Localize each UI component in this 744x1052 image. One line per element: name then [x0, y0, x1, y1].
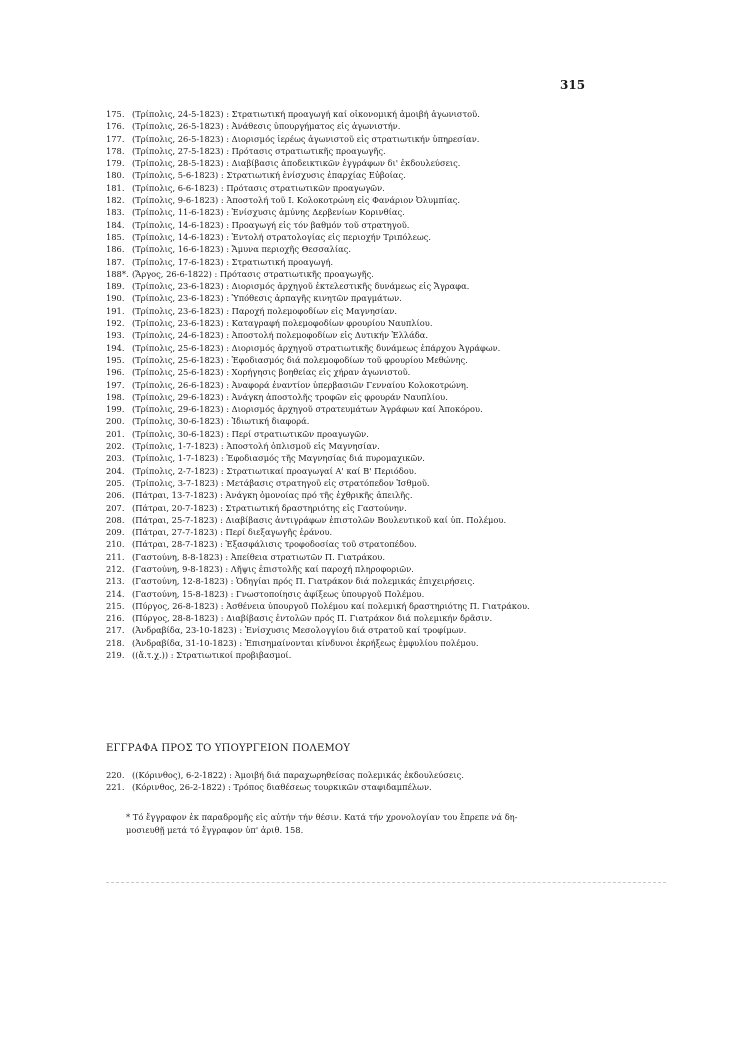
entry-text: ((Κόρινθος), 6-2-1822) : Ἀμοιβή διά παραχωρηθείσας πολεμικάς ἐκδουλεύσεις.	[132, 770, 464, 780]
section-heading: ΕΓΓΡΑΦΑ ΠΡΟΣ ΤΟ ΥΠΟΥΡΓΕΙΟΝ ΠΟΛΕΜΟΥ	[106, 743, 351, 754]
document-entry	[106, 206, 626, 218]
entry-text: (Ἀνδραβίδα, 31-10-1823) : Ἐπισημαίνονται κίνδυνοι ἐκρήξεως ἐμφυλίου πολέμου.	[132, 637, 479, 648]
document-entry	[106, 317, 626, 329]
document-entry	[106, 588, 626, 600]
entry-text: (Τρίπολις, 29-6-1823) : Διορισμός ἀρχηγοῦ στρατευμάτων Ἀγράφων καί Ἀποκόρου.	[132, 404, 483, 415]
entry-text: (Ἀνδραβίδα, 23-10-1823) : Ἐνίσχυσις Μεσολογγίου διά στρατοῦ καί τροφίμων.	[132, 625, 467, 636]
document-entry	[106, 292, 626, 304]
entry-text: (Τρίπολις, 2-7-1823) : Στρατιωτικαί προαγωγαί Α' καί Β' Περιόδου.	[132, 465, 417, 476]
document-entry	[106, 305, 626, 317]
document-entry	[106, 624, 626, 636]
page-number: 315	[560, 78, 586, 92]
document-entry	[106, 452, 626, 464]
entry-text: (Πάτραι, 28-7-1823) : Ἐξασφάλισις τροφοδοσίας τοῦ στρατοπέδου.	[132, 539, 417, 550]
entry-text: (Τρίπολις, 11-6-1823) : Ἐνίσχυσις ἀμύνης Δερβενίων Κορινθίας.	[132, 207, 405, 218]
entry-number: 218.	[106, 637, 125, 648]
entry-text: (Τρίπολις, 26-5-1823) : Ἀνάθεσις ὑπουργήματος εἰς ἀγωνιστήν.	[132, 121, 401, 132]
entry-text: (Τρίπολις, 29-6-1823) : Ἀνάγκη ἀποστολῆς τροφῶν εἰς φρουράν Ναυπλίου.	[132, 391, 448, 402]
entry-text: (Τρίπολις, 14-6-1823) : Ἐντολή στρατολογίας εἰς περιοχήν Τριπόλεως.	[132, 231, 432, 242]
entry-number: 186.	[106, 244, 125, 255]
entry-number: 210.	[106, 539, 125, 550]
entry-text: (Πάτραι, 25-7-1823) : Διαβίβασις ἀντιγράφων ἐπιστολῶν Βουλευτικοῦ καί ὑπ. Πολέμου.	[132, 514, 507, 525]
entry-text: (Τρίπολις, 1-7-1823) : Ἐφοδιασμός τῆς Μαγνησίας διά πυρομαχικῶν.	[132, 453, 425, 464]
entry-text: (Τρίπολις, 23-6-1823) : Παροχή πολεμοφοδίων εἰς Μαγνησίαν.	[132, 305, 397, 316]
document-entry	[106, 280, 626, 292]
document-entry	[106, 538, 626, 550]
entry-number: 178.	[106, 145, 125, 156]
entry-number: 197.	[106, 379, 125, 390]
document-entry	[106, 769, 626, 781]
document-entry	[106, 428, 626, 440]
entry-number: 206.	[106, 490, 125, 501]
document-entry	[106, 526, 626, 538]
entry-number: 205.	[106, 477, 125, 488]
entry-number: 204.	[106, 465, 125, 476]
entry-number: 198.	[106, 391, 125, 402]
entry-text: (Τρίπολις, 24-6-1823) : Ἀποστολή πολεμοφοδίων εἰς Δυτικήν Ἑλλάδα.	[132, 330, 428, 341]
entry-number: 201.	[106, 428, 125, 439]
document-entry	[106, 120, 626, 132]
entry-text: (Πύργος, 26-8-1823) : Ἀσθένεια ὑπουργοῦ Πολέμου καί πολεμική δραστηριότης Π. Γιατράκου.	[132, 600, 530, 611]
entry-number: 193.	[106, 330, 125, 341]
document-entry	[106, 600, 626, 612]
entry-number: 179.	[106, 158, 125, 169]
entry-text: (Πάτραι, 20-7-1823) : Στρατιωτική δραστηριότης εἰς Γαστούνην.	[132, 502, 407, 513]
entry-number: 215.	[106, 600, 125, 611]
document-entry	[106, 243, 626, 255]
document-entry	[106, 268, 626, 280]
document-entry	[106, 342, 626, 354]
document-entry	[106, 182, 626, 194]
document-entry	[106, 145, 626, 157]
bottom-rule	[106, 882, 666, 883]
document-entry	[106, 256, 626, 268]
entry-text: (Τρίπολις, 6-6-1823) : Πρότασις στρατιωτικῶν προαγωγῶν.	[132, 182, 385, 193]
entry-text: (Τρίπολις, 9-6-1823) : Ἀποστολή τοῦ Ι. Κολοκοτρώνη εἰς Φανάριον Ὀλυμπίας.	[132, 195, 461, 206]
entry-text: (Τρίπολις, 14-6-1823) : Προαγωγή εἰς τόν βαθμόν τοῦ στρατηγοῦ.	[132, 219, 410, 230]
entry-number: 209.	[106, 527, 125, 538]
entry-number: 187.	[106, 256, 125, 267]
entry-text: (Τρίπολις, 24-5-1823) : Στρατιωτική προαγωγή καί οἰκονομική ἀμοιβή ἀγωνιστοῦ.	[132, 109, 480, 119]
document-entry	[106, 502, 626, 514]
footnote	[126, 811, 596, 837]
document-entry	[106, 440, 626, 452]
document-entry	[106, 649, 626, 661]
entry-number: 175.	[106, 109, 125, 119]
entry-text: (Τρίπολις, 28-5-1823) : Διαβίβασις ἀποδεικτικῶν ἐγγράφων δι' ἐκδουλεύσεις.	[132, 158, 461, 169]
entry-number: 212.	[106, 563, 125, 574]
document-entry	[106, 354, 626, 366]
document-entry	[106, 551, 626, 563]
entry-text: (Γαστούνη, 12-8-1823) : Ὁδηγίαι πρός Π. Γιατράκον διά πολεμικάς ἐπιχειρήσεις.	[132, 576, 475, 587]
entry-number: 194.	[106, 342, 125, 353]
document-entry-list	[106, 108, 626, 661]
document-entry	[106, 612, 626, 624]
entry-text: (Πάτραι, 13-7-1823) : Ἀνάγκη ὁμονοίας πρό τῆς ἐχθρικῆς ἀπειλῆς.	[132, 490, 413, 501]
document-entry	[106, 403, 626, 415]
entry-number: 184.	[106, 219, 125, 230]
entry-number: 200.	[106, 416, 125, 427]
entry-number: 203.	[106, 453, 125, 464]
document-entry	[106, 169, 626, 181]
entry-text: (Γαστούνη, 8-8-1823) : Ἀπείθεια στρατιωτῶν Π. Γιατράκου.	[132, 551, 385, 562]
document-entry	[106, 231, 626, 243]
document-entry	[106, 575, 626, 587]
entry-number: 219.	[106, 650, 125, 661]
document-entry	[106, 637, 626, 649]
entry-text: (Τρίπολις, 23-6-1823) : Ὑπόθεσις ἁρπαγῆς κινητῶν πραγμάτων.	[132, 293, 402, 304]
document-entry	[106, 157, 626, 169]
entry-text: (Τρίπολις, 23-6-1823) : Διορισμός ἀρχηγοῦ ἐκτελεστικῆς δυνάμεως εἰς Ἄγραφα.	[132, 281, 470, 292]
entry-text: (Τρίπολις, 25-6-1823) : Χορήγησις βοηθείας εἰς χήραν ἀγωνιστοῦ.	[132, 367, 411, 378]
footnote-line: * Τό ἔγγραφον ἐκ παραδρομῆς εἰς αὐτήν τήν θέσιν. Κατά τήν χρονολογίαν του ἔπρεπε νά δη-	[126, 812, 518, 822]
entry-text: (Τρίπολις, 30-6-1823) : Ἰδιωτική διαφορά.	[132, 416, 310, 427]
entry-number: 191.	[106, 305, 125, 316]
entry-number: 177.	[106, 133, 125, 144]
entry-number: 196.	[106, 367, 125, 378]
document-entry	[106, 379, 626, 391]
document-entry	[106, 194, 626, 206]
entry-number: 182.	[106, 195, 125, 206]
entry-text: (Τρίπολις, 3-7-1823) : Μετάβασις στρατηγοῦ εἰς στρατόπεδον Ἰσθμοῦ.	[132, 477, 430, 488]
entry-text: ((ἄ.τ.χ.)) : Στρατιωτικοί προβιβασμοί.	[132, 650, 292, 661]
document-entry	[106, 133, 626, 145]
document-entry	[106, 219, 626, 231]
entry-text: (Τρίπολις, 27-5-1823) : Πρότασις στρατιωτικῆς προαγωγῆς.	[132, 145, 386, 156]
entry-number: 188*.	[106, 268, 129, 279]
document-entry	[106, 329, 626, 341]
entry-number: 199.	[106, 404, 125, 415]
entry-number: 217.	[106, 625, 125, 636]
entry-text: (Τρίπολις, 25-6-1823) : Διορισμός ἀρχηγοῦ στρατιωτικῆς δυνάμεως ἐπάρχου Ἀγράφων.	[132, 342, 501, 353]
entry-number: 180.	[106, 170, 125, 181]
entry-text: (Ἄργος, 26-6-1822) : Πρότασις στρατιωτικῆς προαγωγῆς.	[132, 268, 374, 279]
entry-text: (Πάτραι, 27-7-1823) : Περί διεξαγωγῆς ἐράνου.	[132, 527, 333, 538]
entry-text: (Κόρινθος, 26-2-1822) : Τρόπος διαθέσεως τουρκικῶν σταφιδαμπέλων.	[132, 782, 432, 793]
document-entry	[106, 489, 626, 501]
entry-text: (Τρίπολις, 1-7-1823) : Ἀποστολή ὁπλισμοῦ εἰς Μαγνησίαν.	[132, 441, 380, 452]
entry-text: (Γαστούνη, 9-8-1823) : Λῆψις ἐπιστολῆς καί παροχή πληροφοριῶν.	[132, 563, 414, 574]
entry-number: 221.	[106, 782, 125, 793]
entry-text: (Πύργος, 28-8-1823) : Διαβίβασις ἐντολῶν πρός Π. Γιατράκον διά πολεμικήν δρᾶσιν.	[132, 613, 493, 624]
document-entry	[106, 108, 626, 120]
entry-number: 183.	[106, 207, 125, 218]
document-entry	[106, 415, 626, 427]
entry-text: (Τρίπολις, 26-6-1823) : Ἀναφορά ἐναντίον ὑπερβασιῶν Γενναίου Κολοκοτρώνη.	[132, 379, 469, 390]
entry-number: 213.	[106, 576, 125, 587]
entry-number: 190.	[106, 293, 125, 304]
document-entry	[106, 477, 626, 489]
entry-text: (Τρίπολις, 26-5-1823) : Διορισμός ἱερέως ἀγωνιστοῦ εἰς στρατιωτικήν ὑπηρεσίαν.	[132, 133, 480, 144]
entry-number: 189.	[106, 281, 125, 292]
entry-text: (Τρίπολις, 30-6-1823) : Περί στρατιωτικῶν προαγωγῶν.	[132, 428, 369, 439]
entry-number: 214.	[106, 588, 125, 599]
entry-text: (Τρίπολις, 23-6-1823) : Καταγραφή πολεμοφοδίων φρουρίου Ναυπλίου.	[132, 318, 433, 329]
document-entry	[106, 563, 626, 575]
entry-number: 211.	[106, 551, 125, 562]
entry-text: (Τρίπολις, 16-6-1823) : Ἄμυνα περιοχῆς Θεσσαλίας.	[132, 244, 352, 255]
document-entry	[106, 514, 626, 526]
footnote-line: μοσιευθῇ μετά τό ἔγγραφον ὑπ' ἀριθ. 158.	[126, 825, 304, 835]
entry-number: 181.	[106, 182, 125, 193]
entry-number: 202.	[106, 441, 125, 452]
entry-number: 185.	[106, 231, 125, 242]
entry-number: 207.	[106, 502, 125, 513]
entry-number: 192.	[106, 318, 125, 329]
document-entry	[106, 366, 626, 378]
entry-text: (Τρίπολις, 17-6-1823) : Στρατιωτική προαγωγή.	[132, 256, 334, 267]
entry-text: (Τρίπολις, 5-6-1823) : Στρατιωτική ἐνίσχυσις ἐπαρχίας Εὐβοίας.	[132, 170, 406, 181]
document-entry	[106, 781, 626, 793]
section-entry-list	[106, 769, 626, 794]
entry-number: 220.	[106, 770, 125, 780]
document-entry	[106, 391, 626, 403]
entry-number: 208.	[106, 514, 125, 525]
entry-number: 195.	[106, 354, 125, 365]
document-entry	[106, 465, 626, 477]
entry-text: (Γαστούνη, 15-8-1823) : Γνωστοποίησις ἀφίξεως ὑπουργοῦ Πολέμου.	[132, 588, 425, 599]
entry-text: (Τρίπολις, 25-6-1823) : Ἐφοδιασμός διά πολεμοφοδίων τοῦ φρουρίου Μεθώνης.	[132, 354, 468, 365]
entry-number: 176.	[106, 121, 125, 132]
entry-number: 216.	[106, 613, 125, 624]
